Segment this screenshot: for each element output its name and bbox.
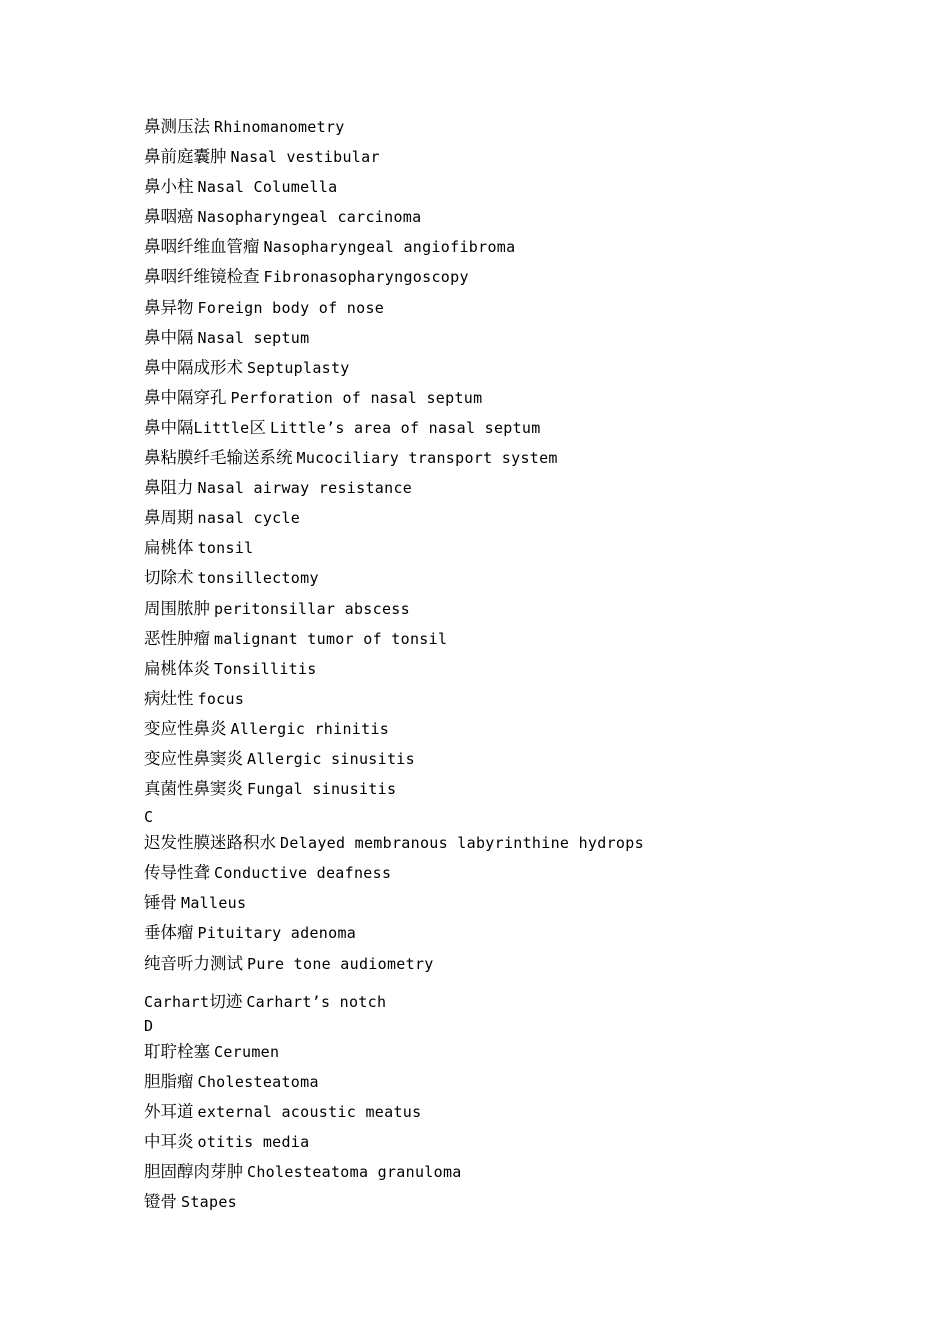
term-chinese: 鼻粘膜纤毛输送系统 — [144, 448, 293, 468]
term-english: Nasal Columella — [197, 178, 338, 197]
term-english: malignant tumor of tonsil — [214, 629, 448, 648]
term-english: Little’s area of nasal septum — [270, 418, 541, 437]
term-english: Malleus — [181, 894, 247, 913]
term-chinese: 传导性聋 — [144, 863, 210, 883]
term-chinese: 迟发性膜迷路积水 — [144, 833, 276, 853]
term-english: Fibronasopharyngoscopy — [263, 268, 469, 287]
glossary-entry — [144, 446, 904, 476]
term-chinese: 鼻周期 — [144, 508, 194, 528]
term-chinese: 鼻中隔 — [144, 327, 194, 347]
term-english: Pituitary adenoma — [197, 924, 357, 943]
section-letter — [144, 807, 904, 831]
glossary-entry — [144, 476, 904, 506]
term-english: external acoustic meatus — [197, 1102, 422, 1121]
glossary-entry — [144, 831, 904, 861]
term-english: Tonsillitis — [214, 659, 317, 678]
term-english-prefix: Carhart — [144, 992, 210, 1011]
term-chinese: 鼻阻力 — [144, 478, 194, 498]
glossary-entry — [144, 982, 904, 1016]
term-english: nasal cycle — [197, 509, 301, 528]
term-chinese: 鼻咽纤维镜检查 — [144, 267, 260, 287]
term-chinese: 恶性肿瘤 — [144, 628, 210, 648]
glossary-entry — [144, 861, 904, 891]
term-english: Nasal vestibular — [230, 148, 380, 167]
term-chinese: 鼻中隔穿孔 — [144, 387, 227, 407]
term-english: tonsil — [197, 539, 254, 558]
glossary-entry — [144, 235, 904, 265]
term-english: Septuplasty — [247, 358, 350, 377]
term-chinese: 真菌性鼻窦炎 — [144, 779, 243, 799]
term-chinese: 耵聍栓塞 — [144, 1041, 210, 1061]
term-chinese: 变应性鼻窦炎 — [144, 748, 243, 768]
glossary-entry — [144, 265, 904, 295]
glossary-entry — [144, 952, 904, 982]
term-english: Foreign body of nose — [197, 298, 385, 317]
glossary-entry — [144, 115, 904, 145]
term-english: Carhart’s notch — [246, 992, 387, 1011]
glossary-entry — [144, 747, 904, 777]
term-english: peritonsillar abscess — [214, 599, 410, 618]
glossary-entry — [144, 1040, 904, 1070]
term-english: Nasal airway resistance — [197, 479, 413, 498]
term-chinese: 病灶性 — [144, 688, 194, 708]
term-chinese: 区 — [249, 417, 266, 437]
term-chinese: 扁桃体 — [144, 538, 194, 558]
term-english: tonsillectomy — [197, 569, 319, 588]
term-english: Conductive deafness — [214, 864, 392, 883]
term-english: Stapes — [181, 1193, 237, 1212]
glossary-entry — [144, 657, 904, 687]
glossary-entry — [144, 296, 904, 326]
glossary-entry — [144, 145, 904, 175]
term-english: Perforation of nasal septum — [230, 388, 483, 407]
term-english: Mucociliary transport system — [296, 449, 558, 468]
term-english: Allergic sinusitis — [247, 749, 415, 768]
term-english: Pure tone audiometry — [247, 954, 434, 973]
term-chinese: 镫骨 — [144, 1192, 177, 1212]
glossary-entry — [144, 386, 904, 416]
term-english: otitis media — [197, 1132, 310, 1151]
term-english: Allergic rhinitis — [230, 719, 390, 738]
term-english: Nasopharyngeal carcinoma — [197, 208, 422, 227]
term-english: Nasal septum — [197, 328, 310, 347]
term-chinese: 周围脓肿 — [144, 598, 210, 618]
glossary-entry — [144, 536, 904, 566]
section-letter-text: C — [144, 808, 154, 827]
glossary-entry — [144, 566, 904, 596]
term-chinese: 纯音听力测试 — [144, 953, 243, 973]
glossary-list — [144, 115, 904, 1220]
glossary-entry — [144, 921, 904, 951]
term-english: Cholesteatoma — [197, 1072, 319, 1091]
glossary-entry — [144, 356, 904, 386]
glossary-entry — [144, 506, 904, 536]
term-english: Cholesteatoma granuloma — [247, 1163, 462, 1181]
glossary-entry — [144, 1070, 904, 1100]
term-chinese: 鼻测压法 — [144, 117, 210, 136]
glossary-entry — [144, 416, 904, 446]
glossary-entry — [144, 597, 904, 627]
glossary-entry — [144, 1160, 904, 1190]
term-english: Fungal sinusitis — [247, 780, 397, 799]
term-chinese: 鼻小柱 — [144, 177, 194, 197]
term-chinese: 鼻咽癌 — [144, 207, 194, 227]
glossary-entry — [144, 205, 904, 235]
term-chinese: 胆固醇肉芽肿 — [144, 1162, 243, 1181]
term-chinese-prefix: 鼻中隔 — [144, 417, 194, 437]
section-letter-text: D — [144, 1016, 154, 1035]
glossary-entry — [144, 717, 904, 747]
term-chinese: 切迹 — [209, 991, 243, 1011]
glossary-entry — [144, 687, 904, 717]
term-chinese: 垂体瘤 — [144, 923, 194, 943]
glossary-entry — [144, 1130, 904, 1160]
term-chinese: 扁桃体炎 — [144, 658, 210, 678]
term-english: Cerumen — [214, 1042, 280, 1061]
term-english: Nasopharyngeal angiofibroma — [263, 238, 516, 257]
term-chinese: 胆脂瘤 — [144, 1071, 194, 1091]
term-english: Delayed membranous labyrinthine hydrops — [280, 834, 644, 853]
term-english-middle: Little — [193, 418, 250, 437]
section-letter — [144, 1016, 904, 1040]
glossary-entry — [144, 777, 904, 807]
term-english: focus — [197, 689, 245, 708]
glossary-entry — [144, 627, 904, 657]
glossary-entry — [144, 891, 904, 921]
term-chinese: 锤骨 — [144, 893, 177, 913]
term-chinese: 鼻前庭囊肿 — [144, 147, 227, 167]
term-chinese: 鼻异物 — [144, 297, 194, 317]
glossary-entry — [144, 1190, 904, 1220]
term-chinese: 中耳炎 — [144, 1131, 194, 1151]
term-chinese: 外耳道 — [144, 1101, 194, 1121]
glossary-entry — [144, 1100, 904, 1130]
glossary-entry — [144, 175, 904, 205]
term-chinese: 鼻咽纤维血管瘤 — [144, 237, 260, 257]
term-chinese: 鼻中隔成形术 — [144, 357, 243, 377]
term-english: Rhinomanometry — [214, 118, 345, 136]
glossary-entry — [144, 326, 904, 356]
term-chinese: 变应性鼻炎 — [144, 718, 227, 738]
term-chinese: 切除术 — [144, 568, 194, 588]
